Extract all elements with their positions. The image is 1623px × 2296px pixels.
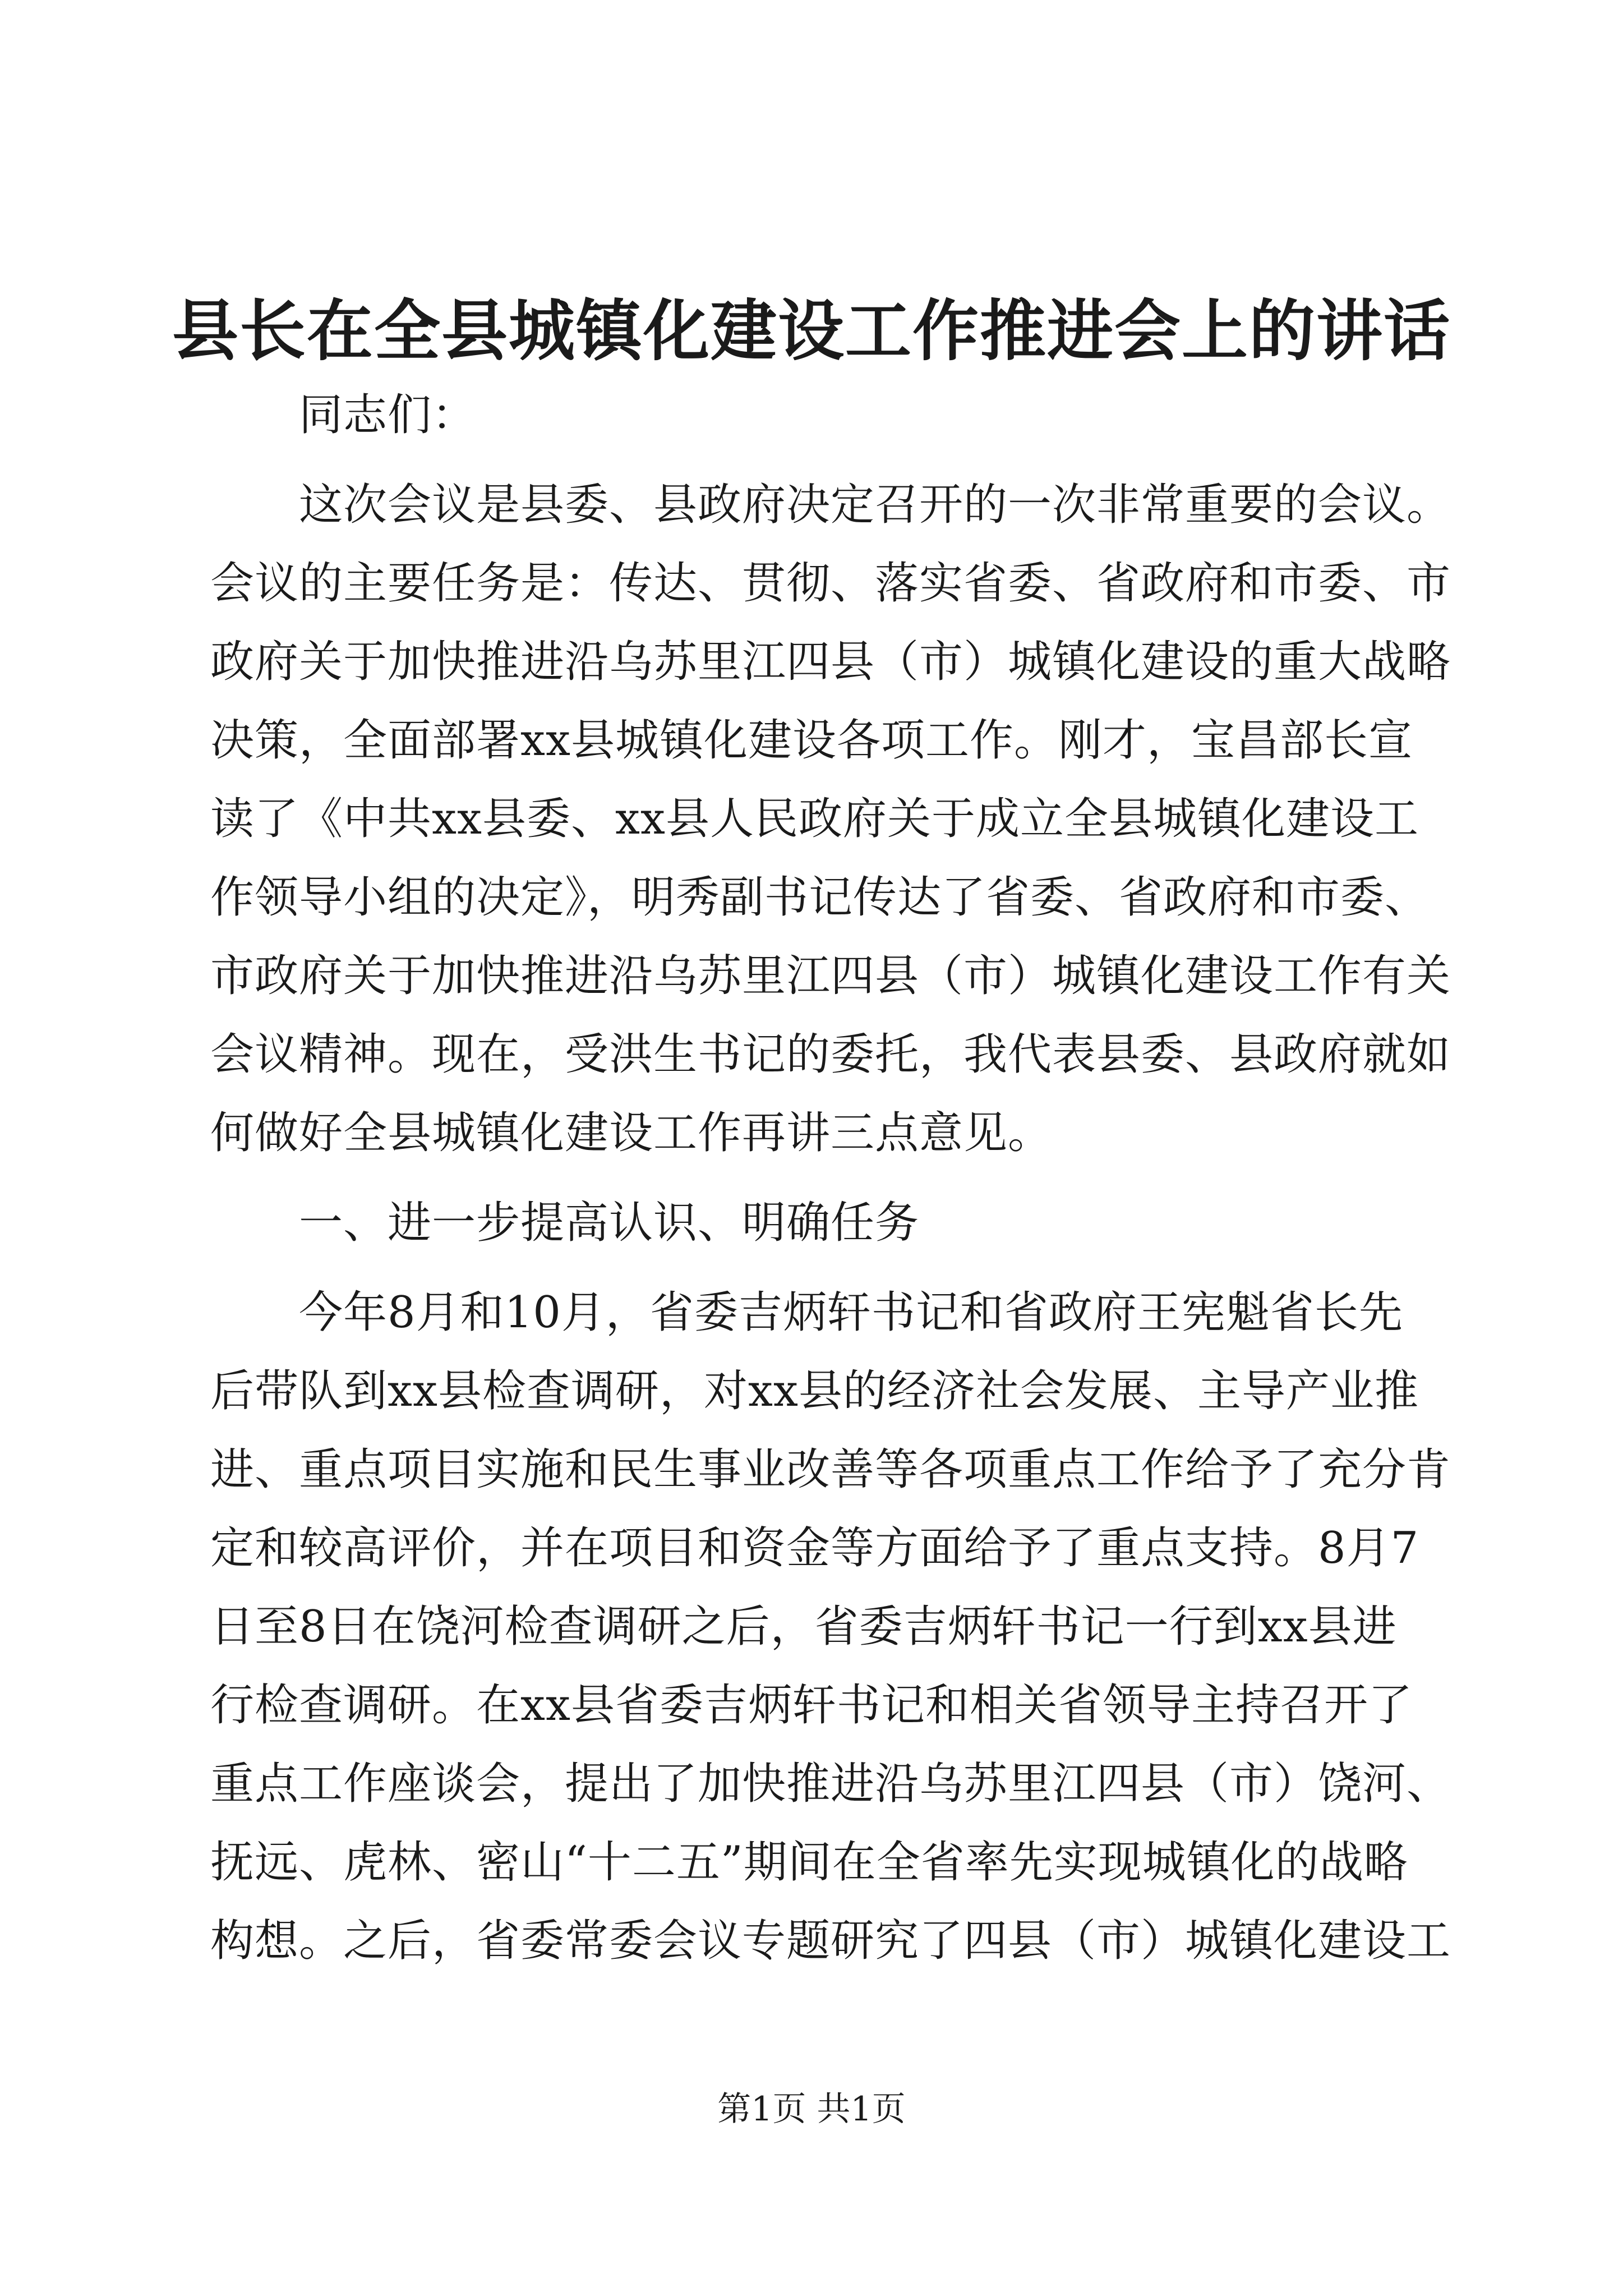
paragraph-line: 同志们：: [210, 390, 477, 440]
paragraph-line: 日至8日在饶河检查调研之后，省委吉炳轩书记一行到xx县进: [210, 1602, 1397, 1652]
paragraph-line: 会议的主要任务是：传达、贯彻、落实省委、省政府和市委、市: [210, 558, 1451, 609]
paragraph-line: 进、重点项目实施和民生事业改善等各项重点工作给予了充分肯: [210, 1444, 1451, 1495]
paragraph-line: 抚远、虎林、密山“十二五”期间在全省率先实现城镇化的战略: [210, 1837, 1408, 1888]
paragraph-line: 读了《中共xx县委、xx县人民政府关于成立全县城镇化建设工: [210, 794, 1419, 844]
paragraph-line: 定和较高评价，并在项目和资金等方面给予了重点支持。8月7: [210, 1523, 1419, 1573]
paragraph-line: 何做好全县城镇化建设工作再讲三点意见。: [210, 1108, 1053, 1158]
paragraph-line: 市政府关于加快推进沿乌苏里江四县（市）城镇化建设工作有关: [210, 951, 1451, 1001]
paragraph-line: 作领导小组的决定》，明秀副书记传达了省委、省政府和市委、: [210, 872, 1430, 923]
paragraph-line: 政府关于加快推进沿乌苏里江四县（市）城镇化建设的重大战略: [210, 637, 1451, 687]
paragraph-line: 决策，全面部署xx县城镇化建设各项工作。刚才，宝昌部长宣: [210, 715, 1413, 766]
paragraph-line: 会议精神。现在，受洪生书记的委托，我代表县委、县政府就如: [210, 1029, 1451, 1080]
paragraph-line: 重点工作座谈会，提出了加快推进沿乌苏里江四县（市）饶河、: [210, 1759, 1451, 1809]
paragraph-line: 行检查调研。在xx县省委吉炳轩书记和相关省领导主持召开了: [210, 1680, 1413, 1731]
paragraph-line: 构想。之后，省委常委会议专题研究了四县（市）城镇化建设工: [210, 1916, 1451, 1966]
document-title: 县长在全县城镇化建设工作推进会上的讲话: [172, 292, 1451, 370]
section-heading: 一、进一步提高认识、明确任务: [210, 1198, 920, 1248]
paragraph-line: 今年8月和10月，省委吉炳轩书记和省政府王宪魁省长先: [210, 1287, 1403, 1338]
paragraph-line: 这次会议是县委、县政府决定召开的一次非常重要的会议。: [210, 480, 1451, 530]
page-footer: 第1页 共1页: [717, 2090, 906, 2129]
paragraph-line: 后带队到xx县检查调研，对xx县的经济社会发展、主导产业推: [210, 1366, 1419, 1416]
